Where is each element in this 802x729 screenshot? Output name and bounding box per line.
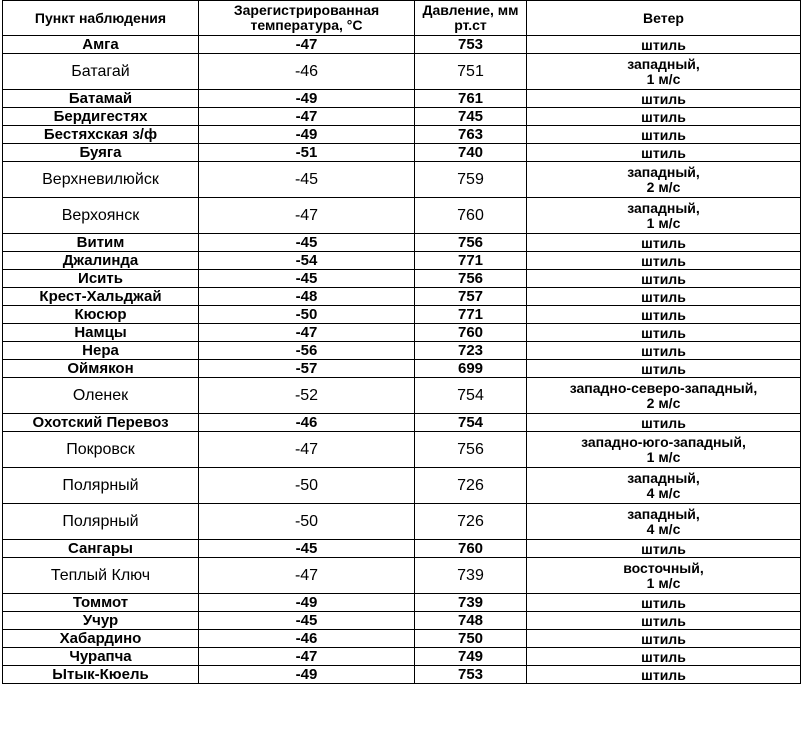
wind-cell <box>527 90 801 108</box>
wind-cell <box>527 198 801 234</box>
wind-cell <box>527 342 801 360</box>
temperature-cell: -45 <box>199 270 415 288</box>
temperature-cell: -57 <box>199 360 415 378</box>
pressure-cell: 751 <box>415 54 527 90</box>
wind-text: западный, <box>627 163 700 180</box>
table-row <box>3 540 801 558</box>
station-name-cell: Батамай <box>3 90 199 108</box>
temperature-cell: -47 <box>199 648 415 666</box>
pressure-cell: 745 <box>415 108 527 126</box>
wind-cell <box>527 630 801 648</box>
table-row <box>3 504 801 540</box>
wind-text: штиль <box>641 342 686 359</box>
pressure-cell: 760 <box>415 540 527 558</box>
wind-text: штиль <box>641 252 686 269</box>
pressure-cell: 750 <box>415 630 527 648</box>
wind-text: штиль <box>641 540 686 557</box>
temperature-cell: -45 <box>199 234 415 252</box>
table-row <box>3 432 801 468</box>
pressure-cell: 739 <box>415 558 527 594</box>
station-name-cell: Хабардино <box>3 630 199 648</box>
temperature-cell: -46 <box>199 414 415 432</box>
wind-text: восточный, <box>623 559 704 576</box>
wind-cell <box>527 648 801 666</box>
pressure-cell: 739 <box>415 594 527 612</box>
table-row <box>3 306 801 324</box>
station-name-cell: Томмот <box>3 594 199 612</box>
wind-cell <box>527 540 801 558</box>
temperature-cell: -45 <box>199 540 415 558</box>
table-row <box>3 612 801 630</box>
wind-text: 4 м/с <box>646 520 681 537</box>
wind-text: 2 м/с <box>646 394 681 411</box>
wind-text: штиль <box>641 270 686 287</box>
temperature-cell: -50 <box>199 468 415 504</box>
table-row <box>3 108 801 126</box>
station-name-cell: Покровск <box>3 432 199 468</box>
wind-text: штиль <box>641 36 686 53</box>
wind-cell <box>527 252 801 270</box>
wind-text: штиль <box>641 126 686 143</box>
wind-text: штиль <box>641 108 686 125</box>
temperature-cell: -54 <box>199 252 415 270</box>
pressure-cell: 756 <box>415 432 527 468</box>
wind-cell <box>527 414 801 432</box>
temperature-cell: -47 <box>199 324 415 342</box>
table-row <box>3 324 801 342</box>
table-row <box>3 126 801 144</box>
wind-text: 2 м/с <box>646 178 681 195</box>
pressure-cell: 759 <box>415 162 527 198</box>
wind-text: западный, <box>627 55 700 72</box>
temperature-cell: -47 <box>199 432 415 468</box>
pressure-cell: 753 <box>415 36 527 54</box>
wind-cell <box>527 666 801 684</box>
wind-cell <box>527 108 801 126</box>
pressure-cell: 699 <box>415 360 527 378</box>
wind-cell <box>527 162 801 198</box>
wind-text: штиль <box>641 414 686 431</box>
wind-cell <box>527 288 801 306</box>
temperature-cell: -45 <box>199 162 415 198</box>
weather-observations-table <box>2 0 801 684</box>
table-row <box>3 648 801 666</box>
temperature-cell: -47 <box>199 558 415 594</box>
wind-text: штиль <box>641 594 686 611</box>
wind-text: западно-северо-западный, <box>569 379 758 396</box>
temperature-cell: -46 <box>199 630 415 648</box>
temperature-cell: -52 <box>199 378 415 414</box>
wind-text: штиль <box>641 612 686 629</box>
temperature-cell: -56 <box>199 342 415 360</box>
pressure-cell: 756 <box>415 270 527 288</box>
station-name-cell: Крест-Хальджай <box>3 288 199 306</box>
pressure-cell: 757 <box>415 288 527 306</box>
wind-cell <box>527 378 801 414</box>
wind-cell <box>527 144 801 162</box>
temperature-cell: -49 <box>199 90 415 108</box>
table-row <box>3 144 801 162</box>
wind-cell <box>527 126 801 144</box>
table-row <box>3 630 801 648</box>
header-wind: Ветер <box>527 1 801 36</box>
station-name-cell: Оленек <box>3 378 199 414</box>
station-name-cell: Нера <box>3 342 199 360</box>
wind-text: западно-юго-западный, <box>581 433 746 450</box>
station-name-cell: Теплый Ключ <box>3 558 199 594</box>
table-row <box>3 414 801 432</box>
station-name-cell: Бердигестях <box>3 108 199 126</box>
temperature-cell: -46 <box>199 54 415 90</box>
pressure-cell: 726 <box>415 504 527 540</box>
wind-cell <box>527 504 801 540</box>
wind-text: штиль <box>641 288 686 305</box>
station-name-cell: Кюсюр <box>3 306 199 324</box>
table-row <box>3 378 801 414</box>
table-row <box>3 36 801 54</box>
header-pressure: Давление, мм рт.ст <box>415 1 527 36</box>
table-row <box>3 198 801 234</box>
pressure-cell: 771 <box>415 306 527 324</box>
wind-cell <box>527 432 801 468</box>
wind-cell <box>527 468 801 504</box>
wind-text: 1 м/с <box>646 448 681 465</box>
station-name-cell: Верхоянск <box>3 198 199 234</box>
pressure-cell: 760 <box>415 198 527 234</box>
wind-cell <box>527 234 801 252</box>
station-name-cell: Полярный <box>3 504 199 540</box>
wind-text: западный, <box>627 199 700 216</box>
header-station: Пункт наблюдения <box>3 1 199 36</box>
station-name-cell: Ытык-Кюель <box>3 666 199 684</box>
wind-cell <box>527 54 801 90</box>
temperature-cell: -49 <box>199 594 415 612</box>
station-name-cell: Исить <box>3 270 199 288</box>
pressure-cell: 763 <box>415 126 527 144</box>
wind-text: штиль <box>641 360 686 377</box>
pressure-cell: 749 <box>415 648 527 666</box>
wind-text: штиль <box>641 90 686 107</box>
table-row <box>3 360 801 378</box>
station-name-cell: Охотский Перевоз <box>3 414 199 432</box>
temperature-cell: -45 <box>199 612 415 630</box>
temperature-cell: -47 <box>199 36 415 54</box>
table-row <box>3 468 801 504</box>
wind-text: штиль <box>641 666 686 683</box>
table-body <box>3 36 801 684</box>
temperature-cell: -47 <box>199 108 415 126</box>
wind-cell <box>527 270 801 288</box>
station-name-cell: Сангары <box>3 540 199 558</box>
wind-cell <box>527 594 801 612</box>
wind-text: штиль <box>641 648 686 665</box>
pressure-cell: 754 <box>415 414 527 432</box>
wind-text: 1 м/с <box>646 214 681 231</box>
wind-text: штиль <box>641 324 686 341</box>
table-row <box>3 234 801 252</box>
wind-text: штиль <box>641 630 686 647</box>
station-name-cell: Буяга <box>3 144 199 162</box>
station-name-cell: Полярный <box>3 468 199 504</box>
wind-text: западный, <box>627 469 700 486</box>
station-name-cell: Оймякон <box>3 360 199 378</box>
table-row <box>3 666 801 684</box>
temperature-cell: -49 <box>199 126 415 144</box>
wind-text: штиль <box>641 234 686 251</box>
wind-cell <box>527 360 801 378</box>
temperature-cell: -50 <box>199 306 415 324</box>
station-name-cell: Джалинда <box>3 252 199 270</box>
pressure-cell: 753 <box>415 666 527 684</box>
temperature-cell: -49 <box>199 666 415 684</box>
station-name-cell: Чурапча <box>3 648 199 666</box>
wind-cell <box>527 612 801 630</box>
temperature-cell: -51 <box>199 144 415 162</box>
table-row <box>3 594 801 612</box>
station-name-cell: Учур <box>3 612 199 630</box>
temperature-cell: -47 <box>199 198 415 234</box>
table-row <box>3 90 801 108</box>
temperature-cell: -48 <box>199 288 415 306</box>
header-row <box>3 1 801 36</box>
pressure-cell: 748 <box>415 612 527 630</box>
wind-text: 4 м/с <box>646 484 681 501</box>
pressure-cell: 740 <box>415 144 527 162</box>
station-name-cell: Верхневилюйск <box>3 162 199 198</box>
table-row <box>3 558 801 594</box>
temperature-cell: -50 <box>199 504 415 540</box>
pressure-cell: 723 <box>415 342 527 360</box>
pressure-cell: 726 <box>415 468 527 504</box>
table-row <box>3 252 801 270</box>
table-row <box>3 162 801 198</box>
wind-text: 1 м/с <box>646 574 681 591</box>
pressure-cell: 771 <box>415 252 527 270</box>
wind-text: 1 м/с <box>646 70 681 87</box>
pressure-cell: 756 <box>415 234 527 252</box>
table-row <box>3 54 801 90</box>
station-name-cell: Бестяхская з/ф <box>3 126 199 144</box>
station-name-cell: Намцы <box>3 324 199 342</box>
wind-cell <box>527 36 801 54</box>
wind-cell <box>527 558 801 594</box>
station-name-cell: Амга <box>3 36 199 54</box>
station-name-cell: Батагай <box>3 54 199 90</box>
table-row <box>3 342 801 360</box>
pressure-cell: 761 <box>415 90 527 108</box>
pressure-cell: 754 <box>415 378 527 414</box>
table-row <box>3 270 801 288</box>
header-temperature: Зарегистрированная температура, °С <box>199 1 415 36</box>
table-row <box>3 288 801 306</box>
wind-text: штиль <box>641 144 686 161</box>
wind-cell <box>527 324 801 342</box>
station-name-cell: Витим <box>3 234 199 252</box>
wind-text: штиль <box>641 306 686 323</box>
pressure-cell: 760 <box>415 324 527 342</box>
wind-text: западный, <box>627 505 700 522</box>
wind-cell <box>527 306 801 324</box>
